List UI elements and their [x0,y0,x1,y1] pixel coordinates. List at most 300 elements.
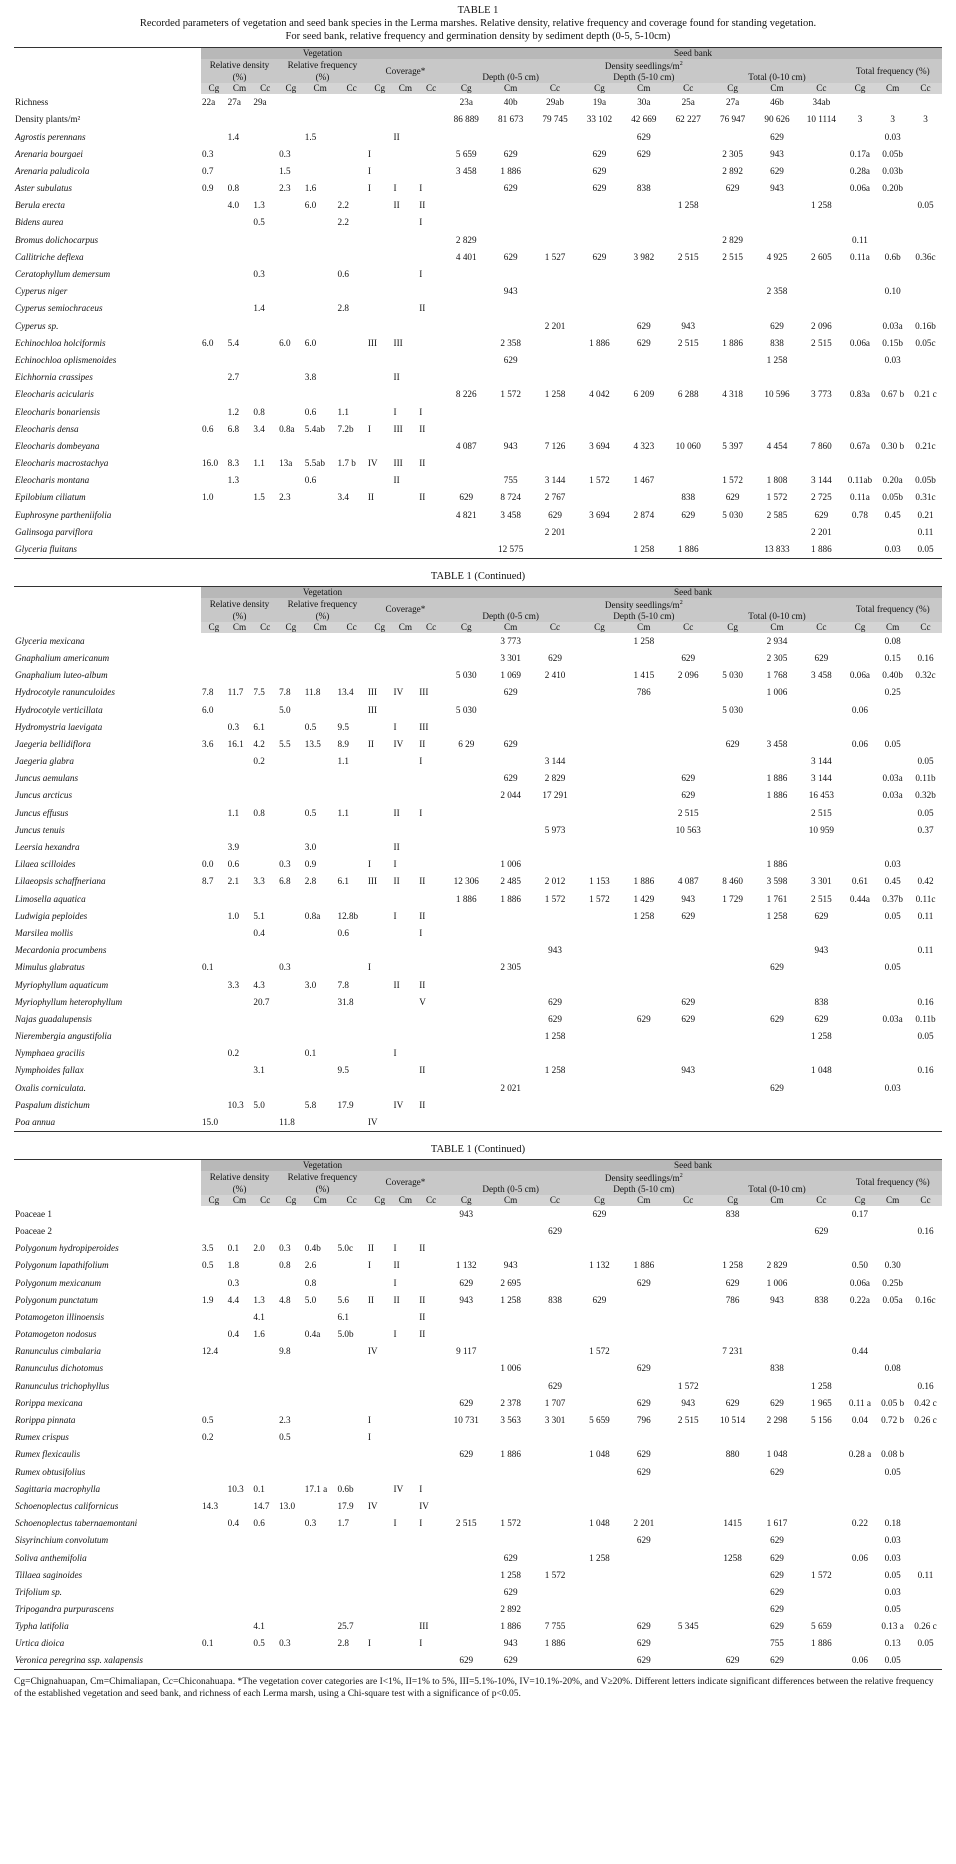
species-name: Soliva anthemifolia [15,1552,87,1563]
species-name: Nierembergia angustifolia [15,1031,112,1042]
seedbank-value [666,839,710,856]
seedbank-value [577,318,621,335]
seedbank-value: 1 132 [455,1260,477,1271]
seedbank-value [710,839,754,856]
seedbank-value: 629 [636,1621,651,1632]
vegetation-value: 0.6 [337,927,349,938]
vegetation-value [418,146,444,163]
seedbank-value: 629 [770,165,784,176]
vegetation-value [336,942,366,959]
vegetation-value: IV [367,1114,393,1131]
seedbank-value [577,1584,621,1601]
table-row [14,1080,942,1097]
header-density-seedlings-text: Density seedlings/m [604,61,680,72]
seedbank-value [755,822,799,839]
header-site-cg: Cg [577,1195,621,1206]
table-row [14,489,942,506]
vegetation-value [367,214,393,231]
seedbank-value [577,994,621,1011]
seedbank-value [666,856,710,873]
vegetation-value: 0.5 [201,1415,214,1426]
header-row-depth [14,611,942,622]
vegetation-value [201,1223,227,1240]
table-row [14,300,942,317]
vegetation-value [336,770,366,787]
seedbank-value [577,421,621,438]
table-row [14,1360,942,1377]
vegetation-value [418,667,444,684]
vegetation-value [393,524,419,541]
header-site-cg: Cg [201,83,227,94]
seedbank-value [533,1097,577,1114]
seedbank-value [876,942,909,959]
vegetation-value [278,232,304,249]
seedbank-value [876,1097,909,1114]
seedbank-value [488,1045,532,1062]
vegetation-value [304,232,337,249]
seedbank-value [909,1114,942,1131]
seedbank-value [909,1343,942,1360]
vegetation-value [418,1446,444,1463]
seedbank-value [844,770,877,787]
seedbank-value [533,421,577,438]
seedbank-value: 629 [636,1277,651,1288]
vegetation-value [367,1223,393,1240]
vegetation-value [278,283,304,300]
seedbank-value: 1 048 [766,1449,788,1460]
seedbank-value: 2 305 [722,148,743,159]
vegetation-value [393,650,419,667]
vegetation-value: I [393,1518,397,1529]
seedbank-value: 0.83a [849,389,870,400]
seedbank-value [710,1114,754,1131]
vegetation-value: 4.0 [227,200,240,211]
header-site-cg: Cg [577,83,621,94]
seedbank-value: 629 [814,910,829,921]
seedbank-value: 0.03 [884,354,901,365]
seedbank-value [488,976,532,993]
vegetation-value [304,1653,337,1670]
vegetation-value [367,1274,393,1291]
seedbank-value [533,232,577,249]
vegetation-value: 10.3 [227,1483,244,1494]
vegetation-value [278,128,304,145]
seedbank-value [622,1343,666,1360]
seedbank-value: 838 [636,183,651,194]
vegetation-value: IV [393,738,404,749]
seedbank-value [710,403,754,420]
vegetation-value [393,1206,419,1223]
seedbank-value [577,787,621,804]
vegetation-value: 2.2 [337,200,349,211]
header-site-cm: Cm [227,1195,253,1206]
seedbank-value: 755 [503,475,518,486]
vegetation-value [201,1378,227,1395]
vegetation-value [278,507,304,524]
species-name: Mecardonia procumbens [15,945,107,956]
vegetation-value [393,1429,419,1446]
vegetation-value [367,197,393,214]
seedbank-value [799,1240,843,1257]
vegetation-value: 1.4 [227,131,240,142]
seedbank-value: 629 [548,1225,562,1236]
vegetation-value [304,701,337,718]
seedbank-value [666,1549,710,1566]
vegetation-value [393,232,419,249]
vegetation-value [201,994,227,1011]
seedbank-value: 1 886 [500,1621,521,1632]
header-blank [14,72,201,83]
vegetation-value: 1.0 [201,492,214,503]
vegetation-value [367,1360,393,1377]
seedbank-value: 79 745 [542,114,568,125]
vegetation-value [227,942,253,959]
vegetation-value: 20.7 [253,996,270,1007]
vegetation-value [367,1326,393,1343]
vegetation-value: 2.3 [279,183,291,194]
seedbank-value [844,1601,877,1618]
vegetation-value [278,1532,304,1549]
seedbank-value: 629 [681,996,696,1007]
seedbank-value [909,1257,942,1274]
table-row [14,249,942,266]
seedbank-value: 943 [681,1065,696,1076]
seedbank-value: 943 [503,286,518,297]
vegetation-value [304,770,337,787]
vegetation-value: 1.1 [337,406,349,417]
vegetation-value [336,352,366,369]
seedbank-value [577,1601,621,1618]
vegetation-value [227,163,253,180]
vegetation-value [252,386,278,403]
seedbank-value [844,352,877,369]
vegetation-value: IV [393,1099,404,1110]
species-name: Gnaphalium luteo-album [15,670,108,681]
seedbank-value: 629 [814,652,829,663]
seedbank-value: 943 [548,945,562,956]
vegetation-value [278,753,304,770]
vegetation-value [336,1257,366,1274]
vegetation-value [278,94,304,111]
vegetation-value [278,1464,304,1481]
vegetation-value [227,1378,253,1395]
seedbank-value [666,472,710,489]
seedbank-value [799,1343,843,1360]
vegetation-value [227,1635,253,1652]
seedbank-value [909,1464,942,1481]
vegetation-value [418,369,444,386]
vegetation-value: 11.8 [278,1114,304,1131]
vegetation-value [418,1378,444,1395]
vegetation-value: 0.3 [279,859,291,870]
seedbank-value: 0.11a [850,251,870,262]
seedbank-value [622,403,666,420]
seedbank-value: 629 [503,773,518,784]
seedbank-value [577,1309,621,1326]
seedbank-value [533,1080,577,1097]
seedbank-value [533,300,577,317]
vegetation-value: I [393,1329,397,1340]
header-blank [14,598,201,611]
seedbank-value [488,908,532,925]
vegetation-value [393,541,419,558]
seedbank-value [710,787,754,804]
vegetation-value: 9.8 [279,1346,291,1357]
vegetation-value: II [393,475,400,486]
seedbank-value [755,976,799,993]
vegetation-value [227,1114,253,1131]
seedbank-value [844,839,877,856]
seedbank-value [622,1498,666,1515]
header-depth-0-5: Depth (0-5 cm) [444,1184,577,1195]
seedbank-value: 0.05b [882,492,903,503]
vegetation-value [367,770,393,787]
seedbank-value [622,976,666,993]
seedbank-value: 1 808 [766,475,788,486]
seedbank-value [444,352,488,369]
vegetation-value [336,1028,366,1045]
seedbank-value [444,1618,488,1635]
seedbank-value: 3 458 [766,738,788,749]
seedbank-value: 629 [770,1604,784,1615]
seedbank-value: 1 153 [589,876,610,887]
seedbank-value: 1 617 [766,1518,788,1529]
vegetation-value [393,1062,419,1079]
header-site-cg: Cg [201,622,227,633]
seedbank-value: 0.37b [882,893,903,904]
seedbank-value [844,925,877,942]
vegetation-value: 0.6 [304,475,317,486]
seedbank-value [755,1481,799,1498]
vegetation-value [393,925,419,942]
seedbank-value: 1 006 [766,1277,788,1288]
table-row [14,197,942,214]
header-total-0-10: Total (0-10 cm) [710,72,843,83]
seedbank-value [710,770,754,787]
seedbank-value: 0.06a [849,183,870,194]
seedbank-value [533,805,577,822]
species-name: Juncus effusus [15,807,69,818]
vegetation-value: II [367,1243,374,1254]
seedbank-value [622,352,666,369]
species-name: Glyceria fluitans [14,541,201,558]
table-row [14,507,942,524]
seedbank-value [533,839,577,856]
vegetation-value: 13a [279,458,293,469]
seedbank-value: 0.06 [851,738,868,749]
header-row-groups [14,48,942,60]
vegetation-value: II [393,200,400,211]
vegetation-value: 0.6 [201,423,214,434]
vegetation-value [304,1360,337,1377]
vegetation-value: 0.3 [227,1277,240,1288]
seedbank-value [488,1326,532,1343]
vegetation-value [252,1601,278,1618]
vegetation-value: 3.5 [201,1243,214,1254]
table-row [14,839,942,856]
header-row-measures [14,59,942,72]
seedbank-value: 629 [755,1653,799,1670]
seedbank-value: 786 [725,1294,740,1305]
seedbank-value: 10 563 [675,824,701,835]
vegetation-value [278,541,304,558]
vegetation-value [304,386,337,403]
vegetation-value [418,856,444,873]
vegetation-value [418,701,444,718]
seedbank-value [488,719,532,736]
seedbank-value: 629 [444,1653,488,1670]
seedbank-value: 9 117 [456,1346,477,1357]
seedbank-value [844,455,877,472]
vegetation-value [252,1584,278,1601]
table-row [14,1481,942,1498]
header-site-cg: Cg [444,622,488,633]
seedbank-value: 0.17 [851,1208,868,1219]
vegetation-value: 7.8 [337,979,349,990]
seedbank-value: 3 694 [589,509,610,520]
seedbank-value [799,1206,843,1223]
table-row [14,994,942,1011]
vegetation-value: II [393,1260,400,1271]
seedbank-value: 0.11c [915,893,936,904]
vegetation-value [252,249,278,266]
seedbank-value: 2 515 [455,1518,477,1529]
species-name: Epilobium ciliatum [15,492,86,503]
seedbank-value [876,266,909,283]
table-row [14,1567,942,1584]
seedbank-value: 0.20a [882,475,903,486]
seedbank-value: 7 860 [811,440,832,451]
vegetation-value: 2.3 [279,492,291,503]
seedbank-value: 0.21 c [914,389,937,400]
seedbank-value [622,232,666,249]
seedbank-value: 838 [814,1294,829,1305]
table-row [14,541,942,558]
seedbank-value [876,421,909,438]
vegetation-value [418,1206,444,1223]
seedbank-value [666,403,710,420]
vegetation-value [393,1532,419,1549]
seedbank-value [909,1097,942,1114]
vegetation-value [227,1343,253,1360]
seedbank-value [666,421,710,438]
seedbank-value: 12 306 [453,876,479,887]
vegetation-value: 0.4 [227,1329,240,1340]
vegetation-value [367,891,393,908]
vegetation-value: 12.8b [337,910,359,921]
vegetation-value: III [419,687,429,698]
seedbank-value [909,1446,942,1463]
seedbank-value [844,300,877,317]
vegetation-value: 4.1 [253,1621,265,1632]
seedbank-value: 0.11 a [848,1397,871,1408]
seedbank-value: 0.03b [882,165,903,176]
vegetation-value: II [367,1294,374,1305]
header-site-cg: Cg [367,1195,393,1206]
vegetation-value [201,438,227,455]
seedbank-value [533,1360,577,1377]
vegetation-value: 8.3 [227,458,240,469]
seedbank-value: 10 060 [675,440,701,451]
species-name: Polygonum hydropiperoides [15,1243,119,1254]
seedbank-value [710,1097,754,1114]
vegetation-value: 0.2 [227,1048,240,1059]
seedbank-value: 10 514 [719,1415,746,1426]
vegetation-value: 9.5 [337,721,349,732]
vegetation-value [201,822,227,839]
table-row [14,1206,942,1223]
seedbank-value: 0.50 [851,1260,868,1271]
table-row [14,891,942,908]
seedbank-value [755,1240,799,1257]
seedbank-value: 1 258 [544,389,566,400]
seedbank-value: 943 [681,893,696,904]
vegetation-value [304,1412,337,1429]
vegetation-value: 0.5 [201,1260,214,1271]
header-seed-bank: Seed bank [444,586,942,598]
species-name: Cyperus sp. [15,320,59,331]
seedbank-value: 1 572 [589,1346,610,1357]
table-row [14,1378,942,1395]
seedbank-value: 629 [503,1552,518,1563]
seedbank-value [799,1481,843,1498]
seedbank-value [577,524,621,541]
vegetation-value [418,1584,444,1601]
header-blank [14,586,201,598]
vegetation-value [201,386,227,403]
seedbank-value [533,976,577,993]
seedbank-value [622,1114,666,1131]
table-footnote: Cg=Chignahuapan, Cm=Chimaliapan, Cc=Chiconahuapa. *The vegetation cover categories are I<1%, II=1% to 5%, III=5.1%-10%, IV=10.1%-20%, and V≥20%. Different letters indicate significant differences between the relative frequency of the established vegetation and seed bank, and richness of each Lerma marsh, using a Chi-square test with a significance of p<0.05. [14,1677,934,1700]
table-row [14,163,942,180]
seedbank-value [844,1326,877,1343]
vegetation-value [252,318,278,335]
seedbank-value: 5 030 [455,704,477,715]
seedbank-value [909,146,942,163]
seedbank-value [755,839,799,856]
vegetation-value [336,283,366,300]
vegetation-value [418,1080,444,1097]
seedbank-value [488,822,532,839]
table-title-line2: Recorded parameters of vegetation and seed bank species in the Lerma marshes. Relative density, relative frequency and coverage found for standing vegetation. [139,18,817,29]
table-row [14,369,942,386]
seedbank-value [533,197,577,214]
species-name: Juncus aemulans [15,773,79,784]
vegetation-value [201,1080,227,1097]
seedbank-value [755,1206,799,1223]
vegetation-value: II [419,1311,426,1322]
vegetation-value: IV [367,458,378,469]
seedbank-value [533,1326,577,1343]
vegetation-value: 15.0 [201,1114,227,1131]
seedbank-value [799,976,843,993]
header-total-frequency: Total frequency (%) [844,59,942,83]
header-total-frequency: Total frequency (%) [844,1171,942,1195]
seedbank-value [666,701,710,718]
header-site-cc: Cc [336,1195,366,1206]
vegetation-value [367,283,393,300]
seedbank-value [755,1343,799,1360]
seedbank-value [622,787,666,804]
vegetation-value [252,1274,278,1291]
vegetation-value [252,1343,278,1360]
header-site-cm: Cm [393,1195,419,1206]
seedbank-value: 0.11 [917,945,934,956]
vegetation-value: 13.0 [279,1500,296,1511]
seedbank-value [876,369,909,386]
seedbank-value: 2 695 [500,1277,521,1288]
vegetation-value [278,214,304,231]
